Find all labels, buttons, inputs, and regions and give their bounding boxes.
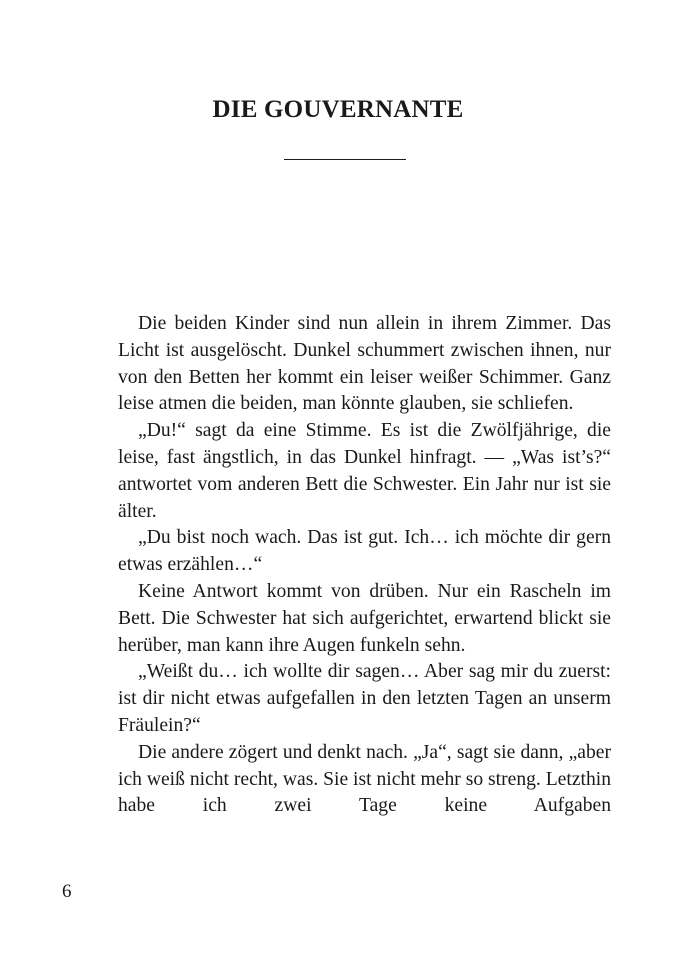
paragraph-last: Die andere zögert und denkt nach. „Ja“, sagt sie dann, „aber ich weiß nicht recht, was. Sie ist nicht mehr so streng. Letzthin habe ich zwei Tage keine Aufgaben <box>118 741 611 817</box>
paragraph: Die beiden Kinder sind nun allein in ihrem Zimmer. Das Licht ist ausgelöscht. Dunkel schummert zwischen ihnen, nur von den Betten her kommt ein leiser weißer Schimmer. Ganz leise atmen die beiden, man könnte glauben, sie schliefen. <box>118 313 611 415</box>
chapter-title: DIE GOUVERNANTE <box>212 96 464 123</box>
page-number: 6 <box>62 881 72 902</box>
paragraph: „Du!“ sagt da eine Stimme. Es ist die Zwölfjährige, die leise, fast ängstlich, in das Dunkel hinfragt. — „Was ist’s?“ antwortet vom anderen Bett die Schwester. Ein Jahr nur ist sie älter. <box>118 420 611 522</box>
title-divider <box>284 159 406 160</box>
paragraph: „Weißt du… ich wollte dir sagen… Aber sag mir du zuerst: ist dir nicht etwas aufgefallen in den letzten Tagen an unserm Fräulein?“ <box>118 661 611 736</box>
chapter-body <box>118 311 611 820</box>
paragraph: Keine Antwort kommt von drüben. Nur ein Rascheln im Bett. Die Schwester hat sich aufgerichtet, erwartend blickt sie herüber, man kann ihre Augen funkeln sehn. <box>118 580 611 656</box>
paragraph: „Du bist noch wach. Das ist gut. Ich… ich möchte dir gern etwas erzählen…“ <box>118 527 611 576</box>
